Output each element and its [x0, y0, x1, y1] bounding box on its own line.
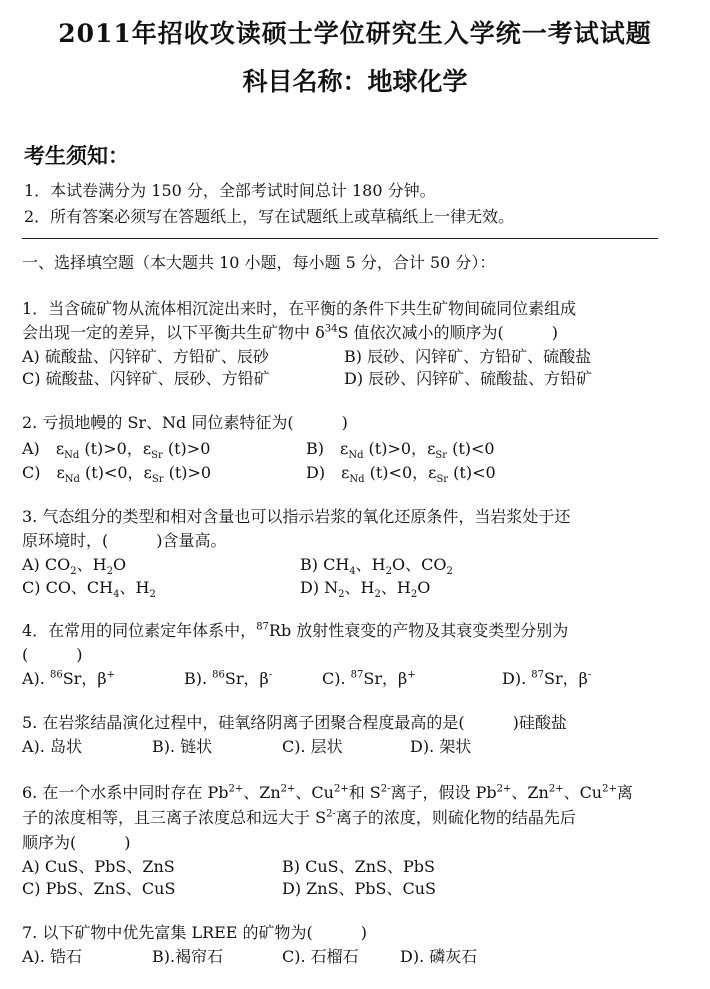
q6-option-c: C) PbS、ZnS、CuS	[22, 879, 176, 898]
q3-stem-line2: 原环境时，( )含量高。	[22, 531, 227, 550]
q3-option-b: B) $CH_4$、$H_2O$、$CO_2$	[300, 555, 453, 578]
q1-stem-line2: 会出现一定的差异，以下平衡共生矿物中 $\delta^{34}S$ 值依次减小的顺序为( )	[22, 323, 559, 342]
q5-option-a: A). 岛状	[22, 737, 82, 756]
q7-option-c: C). 石榴石	[282, 947, 359, 966]
q1-option-b: B) 辰砂、闪锌矿、方铅矿、硫酸盐	[344, 347, 592, 366]
q6-stem-line2: 子的浓度相等，且三离子浓度总和远大于 $S^{2-}$离子的浓度，则硫化物的结晶先后	[22, 808, 576, 827]
q3-option-d: D) $N_2$、$H_2$、$H_2O$	[300, 578, 431, 601]
q4-option-a: A). $^{86}$Sr，β+	[22, 669, 115, 688]
q6-stem-line1: 6. 在一个水系中同时存在 $Pb^{2+}$、$Zn^{2+}$、$Cu^{2+}$和 $S^{2-}$离子，假设 $Pb^{2+}$、$Zn^{2+}$、$Cu^{2+}$离	[22, 783, 633, 802]
q6-option-d: D) ZnS、PbS、CuS	[282, 879, 437, 898]
q5-option-b: B). 链状	[152, 737, 213, 756]
q4-option-d: D). $^{87}$Sr，β-	[502, 669, 592, 688]
q1-stem-line1: 1．当含硫矿物从流体相沉淀出来时，在平衡的条件下共生矿物间硫同位素组成	[22, 299, 577, 318]
q6-option-a: A) CuS、PbS、ZnS	[22, 857, 175, 876]
q2-option-c: C) $\varepsilon_{Nd}$ (t)<0，$\varepsilon_{Sr}$ (t)>0	[22, 463, 212, 486]
q5-option-c: C). 层状	[282, 737, 343, 756]
q5-option-d: D). 架状	[410, 737, 472, 756]
q7-option-b: B).褐帘石	[152, 947, 224, 966]
q2-stem: 2. 亏损地幔的 Sr、Nd 同位素特征为( )	[22, 413, 348, 432]
q1-option-a: A) 硫酸盐、闪锌矿、方铅矿、辰砂	[22, 347, 269, 366]
subject-name: 科目名称：地球化学	[242, 67, 468, 96]
q3-option-c: C) CO、$CH_4$、$H_2$	[22, 578, 156, 601]
notice-heading: 考生须知：	[24, 143, 129, 168]
q2-option-d: D) $\varepsilon_{Nd}$ (t)<0，$\varepsilon_{Sr}$ (t)<0	[306, 463, 496, 486]
q6-option-b: B) CuS、ZnS、PbS	[282, 857, 435, 876]
q4-stem-line2: ( )	[22, 645, 83, 664]
q5-stem: 5. 在岩浆结晶演化过程中，硅氧络阴离子团聚合程度最高的是( )硅酸盐	[22, 713, 567, 732]
q1-option-c: C) 硫酸盐、闪锌矿、辰砂、方铅矿	[22, 369, 270, 388]
q4-option-c: C). $^{87}$Sr，β+	[322, 669, 416, 688]
q1-option-d: D) 辰砂、闪锌矿、硫酸盐、方铅矿	[344, 369, 593, 388]
q3-option-a: A) $CO_2$、$H_2O$	[22, 555, 127, 578]
q7-option-d: D). 磷灰石	[400, 947, 478, 966]
section-divider	[22, 238, 658, 239]
q7-stem: 7. 以下矿物中优先富集 LREE 的矿物为( )	[22, 923, 368, 942]
notice-item-2: 2．所有答案必须写在答题纸上，写在试题纸上或草稿纸上一律无效。	[24, 207, 515, 226]
exam-title: 2011年招收攻读硕士学位研究生入学统一考试试题	[58, 19, 652, 48]
q2-option-b: B) $\varepsilon_{Nd}$ (t)>0，$\varepsilon_{Sr}$ (t)<0	[306, 439, 495, 462]
q6-stem-line3: 顺序为( )	[22, 833, 131, 852]
notice-item-1: 1．本试卷满分为 150 分，全部考试时间总计 180 分钟。	[24, 181, 436, 200]
q4-option-b: B). $^{86}$Sr，β-	[184, 669, 273, 688]
q2-option-a: A) $\varepsilon_{Nd}$ (t)>0，$\varepsilon_{Sr}$ (t)>0	[22, 439, 211, 462]
q7-option-a: A). 锆石	[22, 947, 82, 966]
section-heading: 一、选择填空题（本大题共 10 小题，每小题 5 分，合计 50 分）：	[22, 253, 496, 272]
q4-stem-line1: 4．在常用的同位素定年体系中，$^{87}$Rb 放射性衰变的产物及其衰变类型分别为	[22, 621, 569, 640]
q3-stem-line1: 3. 气态组分的类型和相对含量也可以指示岩浆的氧化还原条件，当岩浆处于还	[22, 507, 571, 526]
